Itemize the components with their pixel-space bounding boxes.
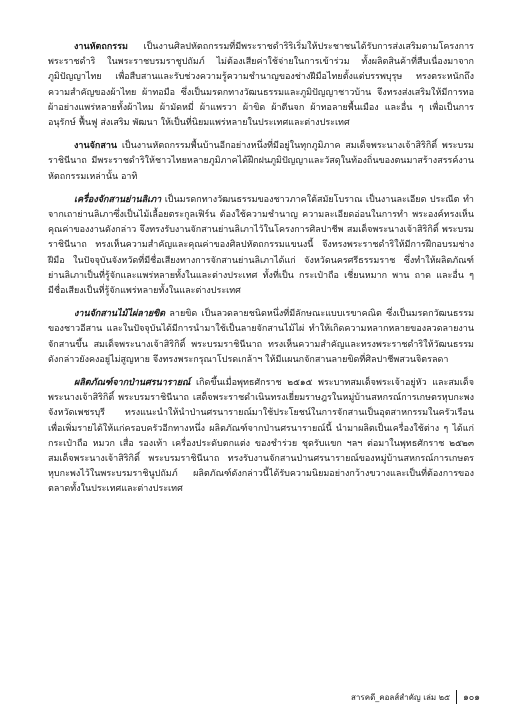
page-footer	[351, 690, 480, 704]
paragraph-text: เป็นงานศิลปหัตถกรรมที่มีพระราชดำริริเริ่มให้ประชาชนได้รับการส่งเสริมตามโครงการพระราชดำริ ในพระราชบรมราชูปถัมภ์ ไม่ต้องเสียค่าใช้จ่ายในการเข้าร่วม ทั้งผลิตสินค้าที่สืบเนื่องมาจากภูมิปัญญาไทย เพื่อสืบสานและรับช่วงความรู้ความชำนาญของช่างฝีมือไทยตั้งแต่บรรพบุรุษ ทรงตระหนักถึงความสำคัญของผ้าไทย ผ้าทอมือ ซึ่งเป็นมรดกทางวัฒนธรรมและภูมิปัญญาชาวบ้าน จึงทรงส่งเสริมให้มีการทอผ้าอย่างแพร่หลายทั้งผ้าไหม ผ้ามัดหมี่ ผ้าแพรวา ผ้าขิด ผ้าตีนจก ผ้าทอลายพื้นเมือง และอื่น ๆ เพื่อเป็นการอนุรักษ์ ฟื้นฟู ส่งเสริม พัฒนา ให้เป็นที่นิยมแพร่หลายในประเทศและต่างประเทศ	[48, 42, 474, 129]
paragraph-lead: ผลิตภัณฑ์จากป่านศรนารายณ์	[74, 378, 191, 389]
paragraph-weaving	[48, 40, 474, 131]
paragraph-lead: งานจักสานไม้ไผ่ลายขิด	[74, 309, 166, 320]
paragraph-text: เป็นมรดกทางวัฒนธรรมของชาวภาคใต้สมัยโบราณ เป็นงานละเอียด ประณีต ทำจากเถาย่านลิเภาซึ่งเป็นไม้เลื้อยตระกูลเฟิร์น ต้องใช้ความชำนาญ ความละเอียดอ่อนในการทำ พระองค์ทรงเห็นคุณค่าของงานดังกล่าว จึงทรงรับงานจักสานย่านลิเภาไว้ในโครงการศิลปาชีพ สมเด็จพระนางเจ้าสิริกิติ์ พระบรมราชินีนาถ ทรงเห็นความสำคัญและคุณค่าของศิลปหัตถกรรมแขนงนี้ จึงทรงพระราชดำริให้มีการฝึกอบรมช่างฝีมือ ในปัจจุบันจังหวัดที่มีชื่อเสียงทางการจักสานย่านลิเภาได้แก่ จังหวัดนครศรีธรรมราช ซึ่งทำให้ผลิตภัณฑ์ย่านลิเภาเป็นที่รู้จักและแพร่หลายทั้งในและต่างประเทศ ทั้งที่เป็น กระเป๋าถือ เชี่ยนหมาก พาน ถาด และอื่น ๆ มีชื่อเสียงเป็นที่รู้จักแพร่หลายทั้งในและต่างประเทศ	[48, 194, 474, 297]
paragraph-text: เป็นงานหัตถกรรมพื้นบ้านอีกอย่างหนึ่งที่มีอยู่ในทุกภูมิภาค สมเด็จพระนางเจ้าสิริกิติ์ พระบรมราชินีนาถ มีพระราชดำริให้ชาวไทยหลายภูมิภาคได้ฝึกฝนภูมิปัญญาและวัสดุในท้องถิ่นของตนมาสร้างสรรค์งานหัตถกรรมเหล่านั้น อาทิ	[48, 141, 474, 182]
page-number: ๑๐๑	[463, 693, 480, 703]
paragraph-yan-lipao	[48, 193, 474, 299]
paragraph-bamboo-khit	[48, 307, 474, 368]
paragraph-lead: งานหัตถกรรม	[74, 42, 128, 52]
publication-title: สารคดี_คอลส์สำคัญ เล่ม ๒๕	[351, 692, 451, 702]
paragraph-basketry	[48, 139, 474, 185]
paragraph-lead: งานจักสาน	[74, 141, 118, 152]
document-body	[48, 40, 474, 506]
footer-divider	[456, 690, 457, 704]
paragraph-text: ลายขิด เป็นลวดลายชนิดหนึ่งที่มีลักษณะแบบเรขาคณิต ซึ่งเป็นมรดกวัฒนธรรมของชาวอีสาน และในปัจจุบันได้มีการนำมาใช้เป็นลายจักสานไม้ไผ่ ทำให้เกิดความหลากหลายของลวดลายงานจักสานขึ้น สมเด็จพระนางเจ้าสิริกิติ์ พระบรมราชินีนาถ ทรงเห็นความสำคัญและทรงพระราชดำริให้วัฒนธรรมดังกล่าวยังคงอยู่ไม่สูญหาย จึงทรงพระกรุณาโปรดเกล้าฯ ให้มีแผนกจักสานลายขิดที่ศิลปาชีพสวนจิตรลดา	[48, 309, 474, 365]
paragraph-text: เกิดขึ้นเมื่อพุทธศักราช ๒๕๑๕ พระบาทสมเด็จพระเจ้าอยู่หัว และสมเด็จพระนางเจ้าสิริกิติ์ พระบรมราชินีนาถ เสด็จพระราชดำเนินทรงเยี่ยมราษฎรในหมู่บ้านสหกรณ์การเกษตรหุบกะพง จังหวัดเพชรบุรี ทรงแนะนำให้นำป่านศรนารายณ์มาใช้ประโยชน์ในการจักสานเป็นอุตสาหกรรมในครัวเรือน เพื่อเพิ่มรายได้ให้แก่ครอบครัวอีกทางหนึ่ง ผลิตภัณฑ์จากป่านศรนารายณ์นี้ นำมาผลิตเป็นเครื่องใช้ต่าง ๆ ได้แก่ กระเป๋าถือ หมวก เสื่อ รองเท้า เครื่องประดับตกแต่ง ของชำร่วย ชุดรับแขก ฯลฯ ต่อมาในพุทธศักราช ๒๕๒๓ สมเด็จพระนางเจ้าสิริกิติ์ พระบรมราชินีนาถ ทรงรับงานจักสานป่านศรนารายณ์ของหมู่บ้านสหกรณ์การเกษตรหุบกะพงไว้ในพระบรมราชินูปถัมภ์ ผลิตภัณฑ์ดังกล่าวนี้ได้รับความนิยมอย่างกว้างขวางและเป็นที่ต้องการของตลาดทั้งในประเทศและต่างประเทศ	[48, 378, 474, 495]
paragraph-sisal	[48, 376, 474, 498]
paragraph-lead: เครื่องจักสานย่านลิเภา	[74, 194, 162, 205]
